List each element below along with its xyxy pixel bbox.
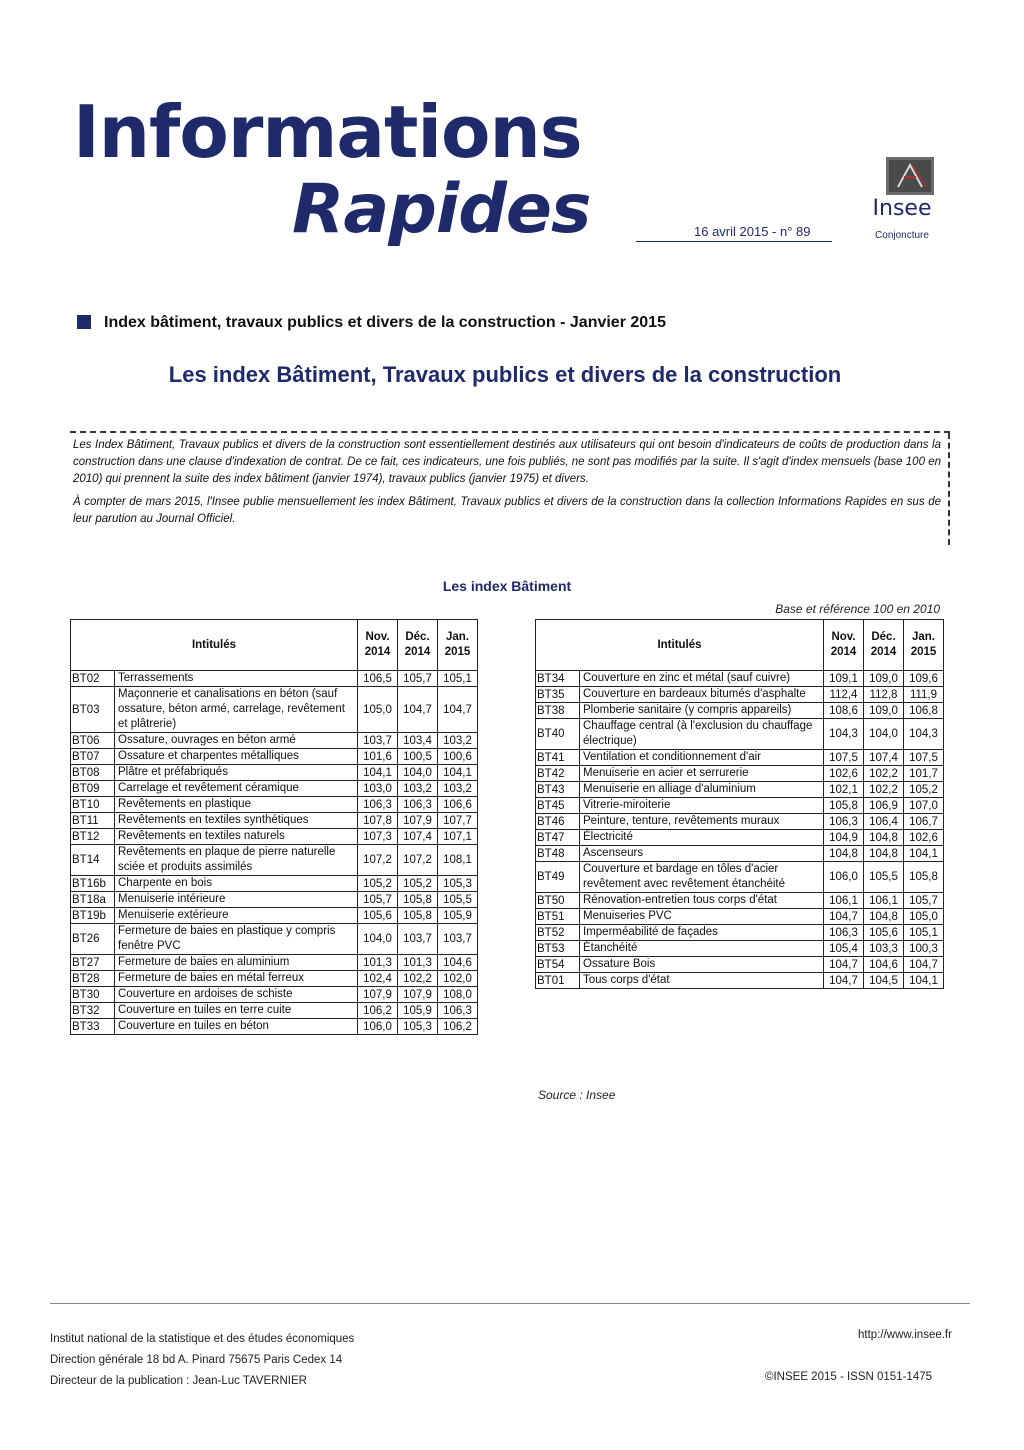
issue-underline bbox=[636, 241, 832, 242]
value-nov-2014: 104,7 bbox=[824, 957, 864, 973]
header-dec: Déc. 2014 bbox=[864, 620, 904, 671]
value-nov-2014: 105,0 bbox=[358, 687, 398, 733]
index-label: Ossature Bois bbox=[580, 957, 824, 973]
table-row bbox=[536, 814, 944, 830]
index-label: Revêtements en textiles naturels bbox=[115, 829, 358, 845]
value-dec-2014: 101,3 bbox=[398, 955, 438, 971]
index-label: Menuiserie en acier et serrurerie bbox=[580, 766, 824, 782]
value-nov-2014: 104,7 bbox=[824, 909, 864, 925]
value-nov-2014: 107,5 bbox=[824, 750, 864, 766]
value-jan-2015: 105,7 bbox=[904, 893, 944, 909]
value-nov-2014: 104,0 bbox=[358, 924, 398, 955]
index-code: BT45 bbox=[536, 798, 580, 814]
value-nov-2014: 108,6 bbox=[824, 703, 864, 719]
value-dec-2014: 104,8 bbox=[864, 846, 904, 862]
value-nov-2014: 106,2 bbox=[358, 1003, 398, 1019]
value-jan-2015: 105,3 bbox=[438, 876, 478, 892]
index-code: BT51 bbox=[536, 909, 580, 925]
table-row bbox=[71, 892, 478, 908]
value-jan-2015: 105,2 bbox=[904, 782, 944, 798]
table-row bbox=[71, 1003, 478, 1019]
value-nov-2014: 104,8 bbox=[824, 846, 864, 862]
value-nov-2014: 109,1 bbox=[824, 671, 864, 687]
logo-name: Insee bbox=[872, 196, 932, 221]
logo-subtitle: Conjoncture bbox=[875, 230, 929, 241]
value-dec-2014: 104,5 bbox=[864, 973, 904, 989]
index-code: BT06 bbox=[71, 733, 115, 749]
value-jan-2015: 105,1 bbox=[904, 925, 944, 941]
footer-line: Directeur de la publication : Jean-Luc TAVERNIER bbox=[50, 1375, 307, 1387]
value-dec-2014: 104,0 bbox=[398, 765, 438, 781]
value-jan-2015: 100,6 bbox=[438, 749, 478, 765]
index-code: BT38 bbox=[536, 703, 580, 719]
index-label: Revêtements en plastique bbox=[115, 797, 358, 813]
value-jan-2015: 104,6 bbox=[438, 955, 478, 971]
intro-frame-top bbox=[70, 431, 950, 433]
table-source: Source : Insee bbox=[538, 1088, 616, 1102]
section-bullet-icon bbox=[77, 315, 91, 329]
value-nov-2014: 107,2 bbox=[358, 845, 398, 876]
value-dec-2014: 105,5 bbox=[864, 862, 904, 893]
table-row bbox=[536, 782, 944, 798]
value-jan-2015: 103,2 bbox=[438, 781, 478, 797]
index-code: BT48 bbox=[536, 846, 580, 862]
table-row bbox=[71, 813, 478, 829]
intro-paragraph: À compter de mars 2015, l'Insee publie mensuellement les index Bâtiment, Travaux publics et divers de la construction dans la collection Informations Rapides en sus de leur parution au Journal Officiel. bbox=[73, 496, 941, 526]
value-jan-2015: 104,1 bbox=[904, 973, 944, 989]
value-nov-2014: 101,6 bbox=[358, 749, 398, 765]
index-label: Ossature, ouvrages en béton armé bbox=[115, 733, 358, 749]
table-row bbox=[536, 687, 944, 703]
value-nov-2014: 107,8 bbox=[358, 813, 398, 829]
value-dec-2014: 106,9 bbox=[864, 798, 904, 814]
index-label: Revêtements en plaque de pierre naturelle sciée et produits assimilés bbox=[115, 845, 358, 876]
header-nov: Nov. 2014 bbox=[824, 620, 864, 671]
value-jan-2015: 105,1 bbox=[438, 671, 478, 687]
index-code: BT09 bbox=[71, 781, 115, 797]
value-dec-2014: 105,7 bbox=[398, 671, 438, 687]
value-jan-2015: 107,7 bbox=[438, 813, 478, 829]
table-row bbox=[536, 941, 944, 957]
value-dec-2014: 107,9 bbox=[398, 813, 438, 829]
value-dec-2014: 105,2 bbox=[398, 876, 438, 892]
value-jan-2015: 108,1 bbox=[438, 845, 478, 876]
value-jan-2015: 109,6 bbox=[904, 671, 944, 687]
index-label: Revêtements en textiles synthétiques bbox=[115, 813, 358, 829]
value-jan-2015: 105,8 bbox=[904, 862, 944, 893]
index-code: BT02 bbox=[71, 671, 115, 687]
value-nov-2014: 112,4 bbox=[824, 687, 864, 703]
value-jan-2015: 105,9 bbox=[438, 908, 478, 924]
intro-frame-right bbox=[948, 433, 950, 545]
value-dec-2014: 104,0 bbox=[864, 719, 904, 750]
index-code: BT26 bbox=[71, 924, 115, 955]
value-nov-2014: 106,1 bbox=[824, 893, 864, 909]
index-label: Imperméabilité de façades bbox=[580, 925, 824, 941]
table-title: Les index Bâtiment bbox=[442, 578, 572, 594]
table-row bbox=[71, 797, 478, 813]
table-row bbox=[71, 955, 478, 971]
index-code: BT07 bbox=[71, 749, 115, 765]
value-dec-2014: 106,1 bbox=[864, 893, 904, 909]
index-label: Fermeture de baies en métal ferreux bbox=[115, 971, 358, 987]
value-nov-2014: 106,5 bbox=[358, 671, 398, 687]
value-dec-2014: 106,3 bbox=[398, 797, 438, 813]
index-code: BT32 bbox=[71, 1003, 115, 1019]
table-row bbox=[536, 671, 944, 687]
value-nov-2014: 104,1 bbox=[358, 765, 398, 781]
value-dec-2014: 104,8 bbox=[864, 830, 904, 846]
value-jan-2015: 106,3 bbox=[438, 1003, 478, 1019]
value-jan-2015: 104,1 bbox=[904, 846, 944, 862]
value-dec-2014: 102,2 bbox=[398, 971, 438, 987]
index-code: BT12 bbox=[71, 829, 115, 845]
table-row bbox=[71, 781, 478, 797]
value-dec-2014: 107,4 bbox=[398, 829, 438, 845]
value-jan-2015: 107,5 bbox=[904, 750, 944, 766]
value-jan-2015: 108,0 bbox=[438, 987, 478, 1003]
index-code: BT01 bbox=[536, 973, 580, 989]
value-nov-2014: 106,3 bbox=[824, 814, 864, 830]
header-jan: Jan. 2015 bbox=[438, 620, 478, 671]
table-row bbox=[71, 671, 478, 687]
index-code: BT30 bbox=[71, 987, 115, 1003]
value-dec-2014: 106,4 bbox=[864, 814, 904, 830]
footer-url-link[interactable]: http://www.insee.fr bbox=[858, 1329, 952, 1341]
index-label: Carrelage et revêtement céramique bbox=[115, 781, 358, 797]
value-dec-2014: 105,9 bbox=[398, 1003, 438, 1019]
index-code: BT43 bbox=[536, 782, 580, 798]
table-row bbox=[536, 973, 944, 989]
index-code: BT28 bbox=[71, 971, 115, 987]
table-header-row bbox=[536, 620, 944, 671]
value-jan-2015: 106,8 bbox=[904, 703, 944, 719]
table-row bbox=[71, 908, 478, 924]
index-code: BT10 bbox=[71, 797, 115, 813]
table-row bbox=[71, 924, 478, 955]
index-label: Menuiserie en alliage d'aluminium bbox=[580, 782, 824, 798]
index-label: Rénovation-entretien tous corps d'état bbox=[580, 893, 824, 909]
index-label: Menuiserie intérieure bbox=[115, 892, 358, 908]
value-dec-2014: 103,4 bbox=[398, 733, 438, 749]
footer-line: Direction générale 18 bd A. Pinard 75675 Paris Cedex 14 bbox=[50, 1354, 343, 1366]
table-row bbox=[536, 703, 944, 719]
table-row bbox=[71, 829, 478, 845]
header-nov: Nov. 2014 bbox=[358, 620, 398, 671]
value-dec-2014: 104,6 bbox=[864, 957, 904, 973]
value-nov-2014: 106,3 bbox=[358, 797, 398, 813]
index-label: Ossature et charpentes métalliques bbox=[115, 749, 358, 765]
table-row bbox=[536, 846, 944, 862]
table-row bbox=[536, 766, 944, 782]
value-jan-2015: 104,1 bbox=[438, 765, 478, 781]
value-nov-2014: 103,0 bbox=[358, 781, 398, 797]
value-jan-2015: 103,2 bbox=[438, 733, 478, 749]
table-row bbox=[71, 987, 478, 1003]
table-row bbox=[536, 830, 944, 846]
value-nov-2014: 104,3 bbox=[824, 719, 864, 750]
value-nov-2014: 103,7 bbox=[358, 733, 398, 749]
base-note: Base et référence 100 en 2010 bbox=[775, 602, 940, 616]
value-nov-2014: 104,9 bbox=[824, 830, 864, 846]
value-dec-2014: 105,8 bbox=[398, 892, 438, 908]
index-label: Couverture en bardeaux bitumés d'asphalte bbox=[580, 687, 824, 703]
index-code: BT14 bbox=[71, 845, 115, 876]
value-jan-2015: 106,6 bbox=[438, 797, 478, 813]
header-label: Intitulés bbox=[71, 620, 358, 671]
index-label: Couverture en ardoises de schiste bbox=[115, 987, 358, 1003]
value-nov-2014: 106,0 bbox=[824, 862, 864, 893]
index-label: Terrassements bbox=[115, 671, 358, 687]
value-jan-2015: 104,7 bbox=[438, 687, 478, 733]
value-jan-2015: 100,3 bbox=[904, 941, 944, 957]
index-label: Chauffage central (à l'exclusion du chauffage électrique) bbox=[580, 719, 824, 750]
value-nov-2014: 105,8 bbox=[824, 798, 864, 814]
index-label: Vitrerie-miroiterie bbox=[580, 798, 824, 814]
value-dec-2014: 103,7 bbox=[398, 924, 438, 955]
index-label: Ventilation et conditionnement d'air bbox=[580, 750, 824, 766]
insee-logo bbox=[866, 157, 938, 247]
value-nov-2014: 101,3 bbox=[358, 955, 398, 971]
table-row bbox=[536, 909, 944, 925]
value-dec-2014: 103,2 bbox=[398, 781, 438, 797]
index-code: BT27 bbox=[71, 955, 115, 971]
value-nov-2014: 106,3 bbox=[824, 925, 864, 941]
value-jan-2015: 105,5 bbox=[438, 892, 478, 908]
value-nov-2014: 107,3 bbox=[358, 829, 398, 845]
value-jan-2015: 104,7 bbox=[904, 957, 944, 973]
value-jan-2015: 102,0 bbox=[438, 971, 478, 987]
table-row bbox=[536, 750, 944, 766]
header-label: Intitulés bbox=[536, 620, 824, 671]
footer-copyright: ©INSEE 2015 - ISSN 0151-1475 bbox=[765, 1371, 933, 1383]
index-code: BT34 bbox=[536, 671, 580, 687]
index-code: BT18a bbox=[71, 892, 115, 908]
table-row bbox=[536, 893, 944, 909]
value-dec-2014: 105,8 bbox=[398, 908, 438, 924]
value-dec-2014: 103,3 bbox=[864, 941, 904, 957]
index-label: Maçonnerie et canalisations en béton (sauf ossature, béton armé, carrelage, revêtement et plâtrerie) bbox=[115, 687, 358, 733]
index-table-left bbox=[70, 619, 478, 1035]
value-nov-2014: 105,6 bbox=[358, 908, 398, 924]
index-code: BT40 bbox=[536, 719, 580, 750]
table-row bbox=[71, 1019, 478, 1035]
index-label: Tous corps d'état bbox=[580, 973, 824, 989]
table-row bbox=[71, 733, 478, 749]
value-nov-2014: 102,1 bbox=[824, 782, 864, 798]
index-code: BT47 bbox=[536, 830, 580, 846]
value-jan-2015: 107,1 bbox=[438, 829, 478, 845]
index-table-right bbox=[535, 619, 944, 989]
value-dec-2014: 105,6 bbox=[864, 925, 904, 941]
value-dec-2014: 109,0 bbox=[864, 703, 904, 719]
intro-paragraph: Les Index Bâtiment, Travaux publics et divers de la construction sont essentiellement destinés aux utilisateurs qui ont besoin d'indicateurs de coûts de production dans la construction dans une clause d'indexation de contrat. De ce fait, ces indicateurs, une fois publiés, ne sont pas modifiés par la suite. Il s'agit d'index mensuels (base 100 en 2010) qui prennent la suite des index bâtiment (janvier 1974), travaux publics (janvier 1975) et divers. bbox=[73, 439, 941, 485]
value-dec-2014: 109,0 bbox=[864, 671, 904, 687]
index-label: Fermeture de baies en plastique y compris fenêtre PVC bbox=[115, 924, 358, 955]
header-dec: Déc. 2014 bbox=[398, 620, 438, 671]
value-dec-2014: 104,7 bbox=[398, 687, 438, 733]
index-code: BT42 bbox=[536, 766, 580, 782]
index-code: BT49 bbox=[536, 862, 580, 893]
value-jan-2015: 111,9 bbox=[904, 687, 944, 703]
table-row bbox=[536, 862, 944, 893]
table-row bbox=[71, 765, 478, 781]
value-dec-2014: 102,2 bbox=[864, 782, 904, 798]
value-dec-2014: 105,3 bbox=[398, 1019, 438, 1035]
index-code: BT08 bbox=[71, 765, 115, 781]
value-dec-2014: 102,2 bbox=[864, 766, 904, 782]
value-jan-2015: 106,2 bbox=[438, 1019, 478, 1035]
index-code: BT53 bbox=[536, 941, 580, 957]
value-nov-2014: 105,4 bbox=[824, 941, 864, 957]
table-row bbox=[71, 687, 478, 733]
index-code: BT41 bbox=[536, 750, 580, 766]
index-label: Menuiserie extérieure bbox=[115, 908, 358, 924]
value-nov-2014: 102,6 bbox=[824, 766, 864, 782]
index-code: BT11 bbox=[71, 813, 115, 829]
index-label: Électricité bbox=[580, 830, 824, 846]
value-dec-2014: 112,8 bbox=[864, 687, 904, 703]
table-row bbox=[71, 971, 478, 987]
value-jan-2015: 103,7 bbox=[438, 924, 478, 955]
table-row bbox=[536, 798, 944, 814]
index-label: Fermeture de baies en aluminium bbox=[115, 955, 358, 971]
value-nov-2014: 102,4 bbox=[358, 971, 398, 987]
index-label: Plâtre et préfabriqués bbox=[115, 765, 358, 781]
footer-address bbox=[50, 1329, 354, 1392]
index-code: BT03 bbox=[71, 687, 115, 733]
index-code: BT16b bbox=[71, 876, 115, 892]
index-label: Ascenseurs bbox=[580, 846, 824, 862]
insee-logo-icon bbox=[886, 157, 934, 195]
index-label: Couverture en tuiles en béton bbox=[115, 1019, 358, 1035]
value-jan-2015: 105,0 bbox=[904, 909, 944, 925]
index-label: Couverture en zinc et métal (sauf cuivre) bbox=[580, 671, 824, 687]
issue-date: 16 avril 2015 - n° 89 bbox=[694, 224, 811, 239]
header-jan: Jan. 2015 bbox=[904, 620, 944, 671]
value-nov-2014: 107,9 bbox=[358, 987, 398, 1003]
table-header-row bbox=[71, 620, 478, 671]
index-label: Couverture en tuiles en terre cuite bbox=[115, 1003, 358, 1019]
table-row bbox=[536, 719, 944, 750]
index-label: Peinture, tenture, revêtements muraux bbox=[580, 814, 824, 830]
index-label: Menuiseries PVC bbox=[580, 909, 824, 925]
value-nov-2014: 105,2 bbox=[358, 876, 398, 892]
value-jan-2015: 102,6 bbox=[904, 830, 944, 846]
table-row bbox=[71, 749, 478, 765]
index-label: Charpente en bois bbox=[115, 876, 358, 892]
table-row bbox=[536, 957, 944, 973]
index-label: Couverture et bardage en tôles d'acier revêtement avec revêtement étanchéité bbox=[580, 862, 824, 893]
value-dec-2014: 100,5 bbox=[398, 749, 438, 765]
index-code: BT46 bbox=[536, 814, 580, 830]
index-label: Étanchéité bbox=[580, 941, 824, 957]
value-nov-2014: 106,0 bbox=[358, 1019, 398, 1035]
section-label: Index bâtiment, travaux publics et divers de la construction - Janvier 2015 bbox=[104, 314, 666, 331]
footer-divider bbox=[50, 1303, 970, 1304]
intro-text bbox=[73, 437, 941, 535]
table-row bbox=[71, 876, 478, 892]
value-dec-2014: 107,4 bbox=[864, 750, 904, 766]
index-label: Plomberie sanitaire (y compris appareils) bbox=[580, 703, 824, 719]
index-code: BT50 bbox=[536, 893, 580, 909]
value-dec-2014: 104,8 bbox=[864, 909, 904, 925]
index-code: BT52 bbox=[536, 925, 580, 941]
table-row bbox=[71, 845, 478, 876]
value-nov-2014: 105,7 bbox=[358, 892, 398, 908]
value-jan-2015: 107,0 bbox=[904, 798, 944, 814]
index-code: BT54 bbox=[536, 957, 580, 973]
value-dec-2014: 107,9 bbox=[398, 987, 438, 1003]
index-code: BT35 bbox=[536, 687, 580, 703]
publication-subtitle: Rapides bbox=[292, 170, 591, 249]
value-jan-2015: 106,7 bbox=[904, 814, 944, 830]
index-code: BT33 bbox=[71, 1019, 115, 1035]
index-code: BT19b bbox=[71, 908, 115, 924]
page-heading: Les index Bâtiment, Travaux publics et divers de la construction bbox=[168, 362, 842, 387]
table-row bbox=[536, 925, 944, 941]
value-jan-2015: 104,3 bbox=[904, 719, 944, 750]
value-nov-2014: 104,7 bbox=[824, 973, 864, 989]
footer-line: Institut national de la statistique et des études économiques bbox=[50, 1333, 355, 1345]
value-jan-2015: 101,7 bbox=[904, 766, 944, 782]
publication-title: Informations bbox=[73, 90, 582, 174]
value-dec-2014: 107,2 bbox=[398, 845, 438, 876]
